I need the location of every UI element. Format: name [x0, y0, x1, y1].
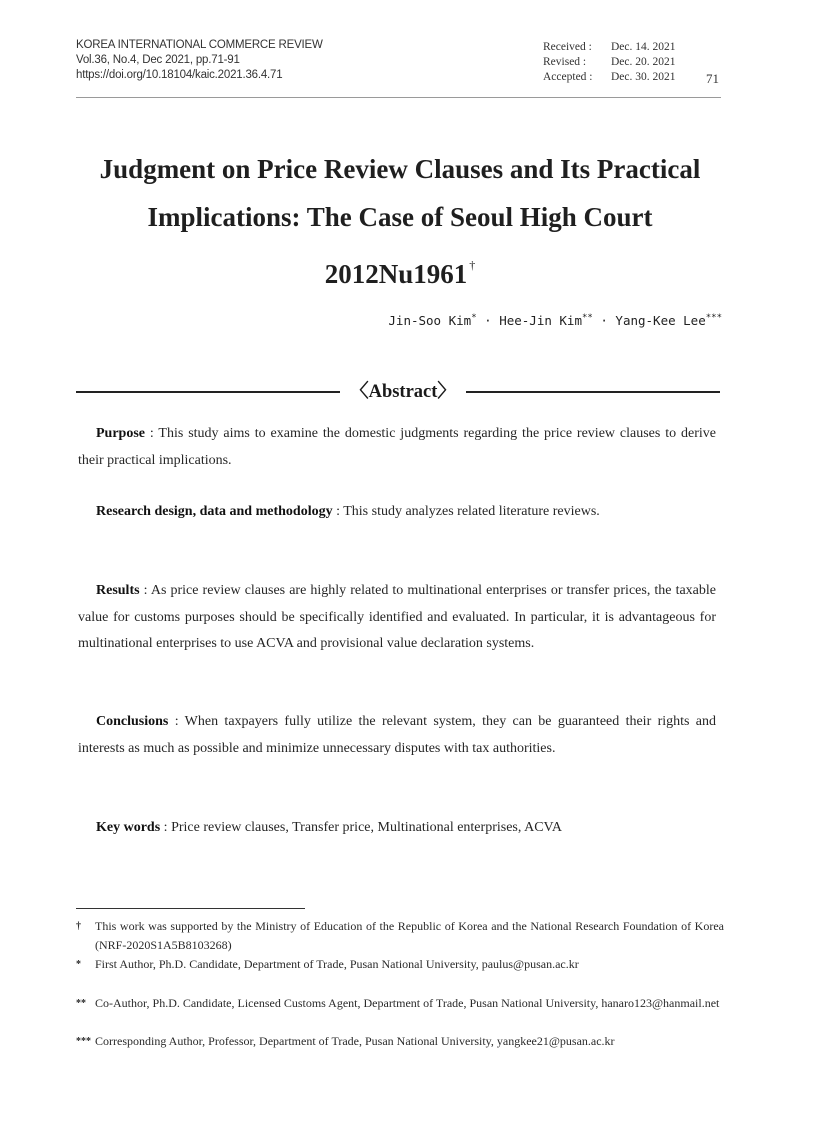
footnote-co-author	[76, 994, 724, 1013]
footnote-text: This work was supported by the Ministry of Education of the Republic of Korea and the National Research Foundation of Korea (NRF-2020S1A5B8103268)	[95, 919, 724, 952]
author-name: Yang-Kee Lee	[615, 313, 706, 328]
page-number: 71	[706, 71, 719, 86]
journal-info	[76, 38, 323, 83]
abstract-heading: 〈Abstract〉	[350, 382, 456, 402]
section-label: Results	[96, 583, 140, 598]
section-label: Research design, data and methodology	[96, 504, 333, 519]
article-dates	[543, 40, 676, 85]
author-name: Jin-Soo Kim	[388, 313, 472, 328]
paper-title	[80, 145, 720, 298]
footnote-divider	[76, 908, 305, 909]
author-list	[388, 313, 722, 328]
author-mark: ***	[705, 313, 722, 323]
section-label: Key words	[96, 820, 161, 835]
title-footnote-mark: †	[469, 258, 476, 272]
header-divider	[76, 97, 721, 98]
journal-name: KOREA INTERNATIONAL COMMERCE REVIEW	[76, 39, 323, 51]
footnote-funding	[76, 917, 724, 955]
abstract-conclusions: Conclusions : When taxpayers fully utilize the relevant system, they can be guaranteed their rights and interests as much as possible and minimize unnecessary disputes with tax authorities.	[78, 714, 717, 756]
journal-volume: Vol.36, No.4, Dec 2021, pp.71-91	[76, 54, 240, 66]
abstract-rule-right	[466, 391, 720, 393]
section-text: As price review clauses are highly related to multinational enterprises or transfer prices, the taxable value for customs purposes should be specifically identified and evaluated. In particular, it is advantageous for multinational enterprises to use ACVA and provisional value declaration systems.	[78, 583, 716, 651]
footnote-mark: *	[76, 959, 81, 970]
footnote-text: First Author, Ph.D. Candidate, Department of Trade, Pusan National University, paulus@pusan.ac.kr	[95, 957, 579, 971]
revised-date: Revised : Dec. 20. 2021	[543, 56, 676, 68]
footnote-text: Co-Author, Ph.D. Candidate, Licensed Customs Agent, Department of Trade, Pusan National University, hanaro123@hanmail.net	[95, 996, 720, 1010]
section-text: When taxpayers fully utilize the relevant system, they can be guaranteed their rights and interests as much as possible and minimize unnecessary disputes with tax authorities.	[78, 714, 717, 756]
footnote-corresponding-author	[76, 1032, 724, 1051]
section-text: Price review clauses, Transfer price, Multinational enterprises, ACVA	[171, 820, 562, 835]
abstract-results: Results : As price review clauses are highly related to multinational enterprises or transfer prices, the taxable value for customs purposes should be specifically identified and evaluated. In particular, it is advantageous for multinational enterprises to use ACVA and provisional value declaration systems.	[78, 583, 716, 651]
author-name: Hee-Jin Kim	[499, 313, 582, 328]
section-label: Conclusions	[96, 714, 169, 729]
footnote-mark: †	[76, 921, 81, 932]
section-text: This study analyzes related literature reviews.	[343, 504, 600, 519]
section-label: Purpose	[96, 426, 145, 441]
section-text: This study aims to examine the domestic judgments regarding the price review clauses to derive their practical implications.	[78, 426, 716, 468]
accepted-date: Accepted : Dec. 30. 2021	[543, 71, 676, 83]
author-mark: **	[582, 313, 593, 323]
abstract-keywords: Key words : Price review clauses, Transfer price, Multinational enterprises, ACVA	[96, 820, 562, 835]
author-separator: ·	[592, 313, 616, 328]
author-mark: *	[471, 313, 477, 323]
author-separator: ·	[476, 313, 500, 328]
title-line-2: Implications: The Case of Seoul High Court	[147, 202, 653, 232]
footnote-first-author	[76, 955, 724, 974]
title-line-3: 2012Nu1961 †	[324, 258, 476, 289]
abstract-methodology: Research design, data and methodology : This study analyzes related literature reviews.	[96, 504, 600, 519]
abstract-purpose: Purpose : This study aims to examine the domestic judgments regarding the price review clauses to derive their practical implications.	[78, 426, 716, 468]
abstract-rule-left	[76, 391, 340, 393]
doi-link[interactable]: https://doi.org/10.18104/kaic.2021.36.4.71	[76, 69, 283, 81]
received-date: Received : Dec. 14. 2021	[543, 41, 676, 53]
footnote-mark: ***	[76, 1036, 91, 1047]
footnote-mark: **	[76, 998, 86, 1009]
footnote-text: Corresponding Author, Professor, Department of Trade, Pusan National University, yangkee21@pusan.ac.kr	[95, 1034, 615, 1048]
title-line-1: Judgment on Price Review Clauses and Its Practical	[99, 154, 701, 184]
